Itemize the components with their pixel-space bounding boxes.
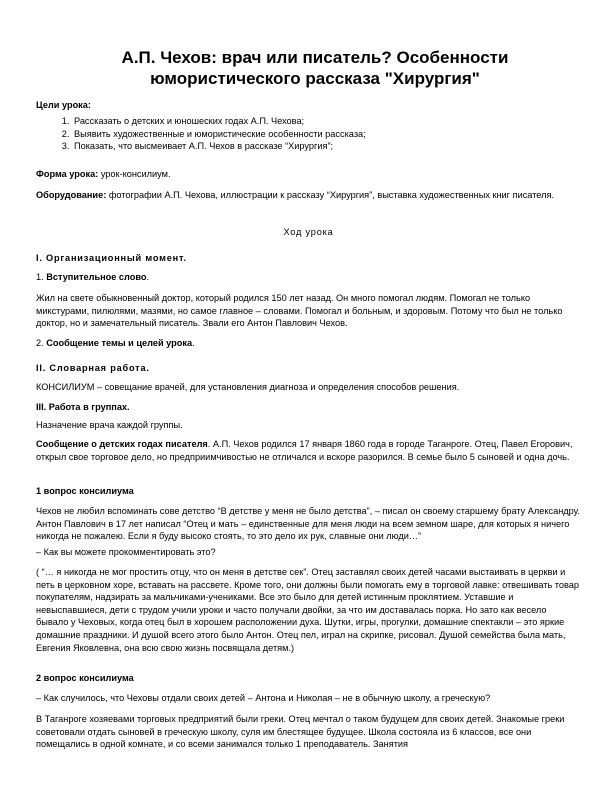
topic-tail: . [192, 338, 195, 348]
question-2-prompt: – Как случилось, что Чеховы отдали своих детей – Антона и Николая – не в обычную школу, а греческую? [36, 693, 491, 703]
title-line-2: юмористического рассказа "Хирургия" [150, 69, 480, 88]
intro-number: 1. [36, 272, 47, 282]
goal-item: 3. Показать, что высмеивает А.П. Чехов в рассказе “Хирургия”; [72, 140, 602, 153]
goals-heading: Цели урока: [36, 100, 91, 110]
goal-item: 1. Рассказать о детских и юношеских годах А.П. Чехова; [72, 115, 602, 128]
topic-number: 2. [36, 338, 47, 348]
message-label: Сообщение о детских годах писателя [36, 439, 208, 449]
question-1-paragraph: Чехов не любил вспоминать сове детство “В детстве у меня не было детства”, – писал он своему старшему брату Александру. Антон Павлович в 17 лет написал “Отец и мать – единственные для меня люди на всем земном шаре, для которых я ничего никогда не пожалею. Если я буду высоко стоять, то это дело их рук, славные они люди…” [36, 506, 580, 542]
form-label: Форма урока: [36, 169, 99, 179]
section-3-heading: III. Работа в группах. [36, 402, 130, 412]
intro-tail: . [146, 272, 150, 282]
form-value: урок-консилиум. [98, 169, 171, 179]
question-1-answer: ( “… я никогда не мог простить отцу, что он меня в детстве сек”. Отец заставлял своих детей часами выстаивать в церкви и петь в церковном хоре, вставать на рассвете. Кроме того, они должны были помогать ему в торговой лавке: отвешивать товар покупателям, надзирать за мальчиками-учениками. Все это было для детей истинным проклятием. Уставшие и невыспавшиеся, дети с трудом учили уроки и часто получали двойки, за что им доставалась порка. Но зато как весело бывало у Чеховых, когда отец был в хорошем расположении духа. Шутки, игры, прогулки, домашние спектакли – это яркие домашние праздники. И душой всего этого было Антон. Отец пел, играл на скрипке, рисовал. Душой семейства была мать, Евгения Яковлевна, она всю свою жизнь посвящала детям.) [36, 567, 580, 653]
page-title [60, 47, 570, 89]
vocabulary-paragraph: КОНСИЛИУМ – совещание врачей, для установления диагноза и определения способов решения. [36, 382, 460, 392]
section-2-heading: II. Словарная работа. [36, 363, 150, 373]
message-paragraph [36, 438, 581, 463]
message-text: . А.П. Чехов родился 17 января 1860 года в городе Таганроге. Отец, Павел Егорович, открыл свое торговое дело, но предприимчивостью не отличался и вскоре разорился. В семье было 5 сыновей и одна дочь. [36, 439, 573, 462]
question-2-paragraph: В Таганроге хозяевами торговых предприятий были греки. Отец мечтал о таком будущем для своих детей. Знакомые греки советовали отдать сыновей в греческую школу, суля им блестящее будущее. Школа состояла из 6 классов, все они помещались в одной комнате, и со всеми занимался только 1 преподаватель. Занятия [36, 714, 565, 750]
goals-list [36, 115, 602, 153]
question-2-heading: 2 вопрос консилиума [36, 673, 134, 683]
intro-item [36, 271, 581, 284]
equipment [36, 189, 581, 202]
equipment-value: фотографии А.П. Чехова, иллюстрации к рассказу “Хирургия”, выставка художественных книг писателя. [106, 190, 554, 200]
title-line-1: А.П. Чехов: врач или писатель? Особенности [121, 48, 509, 67]
goal-item: 2. Выявить художественные и юмористические особенности рассказа; [72, 128, 602, 141]
course-heading: Ход урока [283, 227, 334, 237]
topic-item [36, 337, 581, 350]
question-1-heading: 1 вопрос консилиума [36, 486, 134, 496]
lesson-form [36, 168, 581, 181]
section-1-heading: I. Организационный момент. [36, 253, 187, 263]
intro-label: Вступительное слово [46, 272, 147, 282]
question-1-prompt: – Как вы можете прокомментировать это? [36, 547, 216, 557]
intro-paragraph: Жил на свете обыкновенный доктор, который родился 150 лет назад. Он много помогал людям. Помогал не только микстурами, пилюлями, мазями, но самое главное – словами. Помогал и больным, и здоровым. Потому что был не только доктор, но и замечательный писатель. Звали его Антон Павлович Чехов. [36, 293, 563, 329]
topic-label: Сообщение темы и целей урока [46, 338, 193, 348]
equipment-label: Оборудование: [36, 190, 107, 200]
assignment-paragraph: Назначение врача каждой группы. [36, 420, 183, 430]
